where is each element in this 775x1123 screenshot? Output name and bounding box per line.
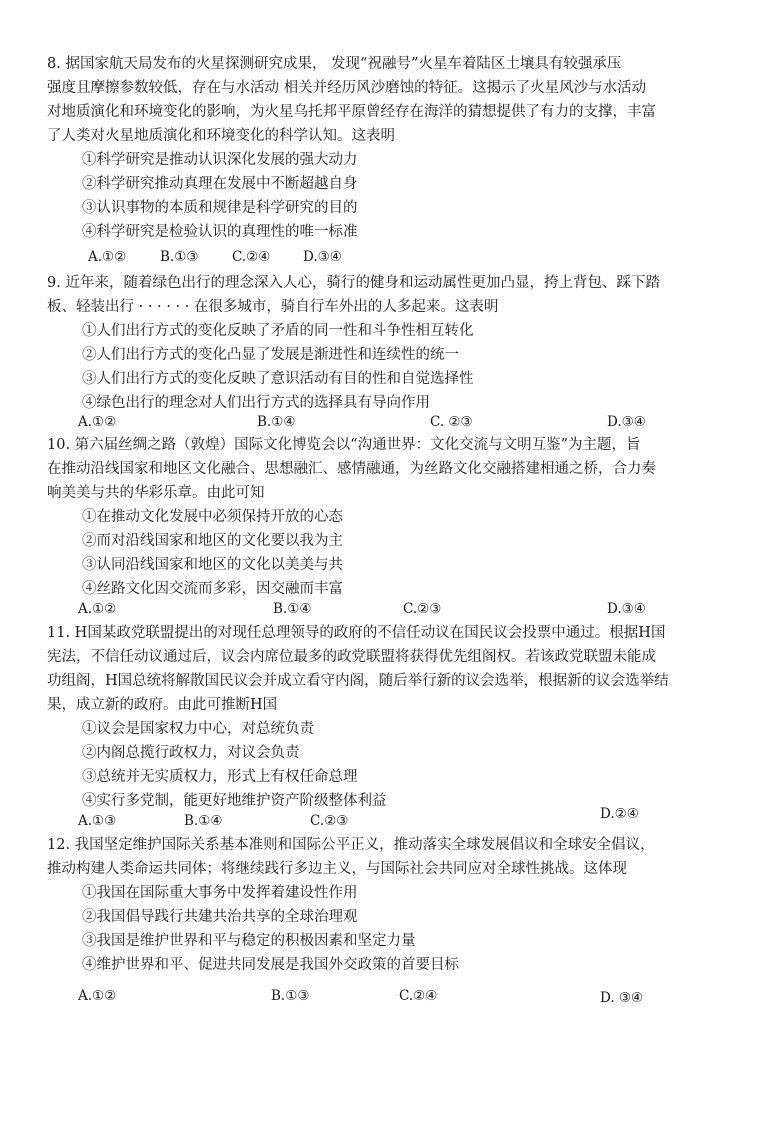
answer-choice-b: B.①④ [257,414,296,430]
question-stem-line: 响美美与共的华彩乐章。由此可知 [47,485,265,501]
answer-choice-c: C.②④ [232,249,271,265]
answer-choice-c: C.②③ [403,601,442,617]
statement-option: ①科学研究是推动认识深化发展的强大动力 [82,152,358,168]
answer-choice-d: D. ③④ [600,990,644,1006]
question-stem-line: 10. 第六届丝绸之路（敦煌）国际文化博览会以“沟通世界：文化交流与文明互鉴”为主题，旨 [47,437,641,453]
answer-choice-c: C. ②③ [430,414,473,430]
statement-option: ④绿色出行的理念对人们出行方式的选择具有导向作用 [82,395,430,411]
answer-choice-b: B.①③ [271,988,310,1004]
statement-option: ②人们出行方式的变化凸显了发展是渐进性和连续性的统一 [82,347,459,363]
answer-choice-d: D.②④ [600,806,639,822]
question-stem-line: 推动构建人类命运共同体；将继续践行多边主义，与国际社会共同应对全球性挑战。这体现 [47,861,627,877]
question-stem-line: 8. 据国家航天局发布的火星探测研究成果， 发现“祝融号”火星车着陆区土壤具有较强承压 [47,56,622,72]
answer-choice-a: A.①② [78,414,117,430]
statement-option: ①议会是国家权力中心，对总统负责 [82,721,314,737]
statement-option: ④维护世界和平、促进共同发展是我国外交政策的首要目标 [82,957,459,973]
statement-option: ②内阁总揽行政权力，对议会负责 [82,745,300,761]
question-stem-line: 板、轻装出行 · · · · · · 在很多城市，骑自行车外出的人多起来。这表明 [47,299,499,315]
question-stem-line: 对地质演化和环境变化的影响，为火星乌托邦平原曾经存在海洋的猜想提供了有力的支撑，丰富 [47,104,656,120]
question-stem-line: 强度且摩擦参数较低，存在与水活动 相关并经历风沙磨蚀的特征。这揭示了火星风沙与水活动 [47,80,647,96]
answer-choice-b: B.①④ [273,601,312,617]
question-stem-line: 宪法，不信任动议通过后，议会内席位最多的政党联盟将获得优先组阁权。若该政党联盟未能成 [47,649,656,665]
question-stem-line: 功组阁，H国总统将解散国民议会并成立看守内阁，随后举行新的议会选举，根据新的议会选举结 [47,673,669,689]
statement-option: ②科学研究推动真理在发展中不断超越自身 [82,176,358,192]
answer-choice-a: A.①② [78,988,117,1004]
question-stem-line: 9. 近年来，随着绿色出行的理念深入人心，骑行的健身和运动属性更加凸显，挎上背包、踩下踏 [47,275,660,291]
question-stem-line: 了人类对火星地质演化和环境变化的科学认知。这表明 [47,128,395,144]
statement-option: ④实行多党制，能更好地维护资产阶级整体利益 [82,793,387,809]
answer-choice-d: D.③④ [607,601,646,617]
answer-choice-a: A.①③ [78,813,117,829]
statement-option: ③总统并无实质权力，形式上有权任命总理 [82,769,358,785]
statement-option: ①我国在国际重大事务中发挥着建设性作用 [82,885,358,901]
question-stem-line: 12. 我国坚定维护国际关系基本准则和国际公平正义，推动落实全球发展倡议和全球安全倡议， [47,837,655,853]
question-stem-line: 11. H国某政党联盟提出的对现任总理领导的政府的不信任动议在国民议会投票中通过。根据H国 [47,625,666,641]
answer-choice-c: C.②③ [310,813,349,829]
answer-choice-a: A.①② [78,601,117,617]
answer-choice-c: C.②④ [399,988,438,1004]
answer-choice-b: B.①④ [184,813,223,829]
statement-option: ③认同沿线国家和地区的文化以美美与共 [82,557,343,573]
statement-option: ②我国倡导践行共建共治共享的全球治理观 [82,909,358,925]
statement-option: ④科学研究是检验认识的真理性的唯一标准 [82,224,358,240]
question-stem-line: 果，成立新的政府。由此可推断H国 [47,697,278,713]
answer-choice-d: D.③④ [607,414,646,430]
answer-choice-a: A.①② [88,249,127,265]
statement-option: ②而对沿线国家和地区的文化要以我为主 [82,533,343,549]
statement-option: ①在推动文化发展中必须保持开放的心态 [82,509,343,525]
statement-option: ③认识事物的本质和规律是科学研究的目的 [82,200,358,216]
question-stem-line: 在推动沿线国家和地区文化融合、思想融汇、感情融通，为丝路文化交融搭建相通之桥，合力奏 [47,461,656,477]
answer-choice-b: B.①③ [160,249,199,265]
statement-option: ①人们出行方式的变化反映了矛盾的同一性和斗争性相互转化 [82,323,474,339]
statement-option: ④丝路文化因交流而多彩，因交融而丰富 [82,581,343,597]
statement-option: ③我国是维护世界和平与稳定的积极因素和坚定力量 [82,933,416,949]
answer-choice-d: D.③④ [303,249,342,265]
statement-option: ③人们出行方式的变化反映了意识活动有目的性和自觉选择性 [82,371,474,387]
